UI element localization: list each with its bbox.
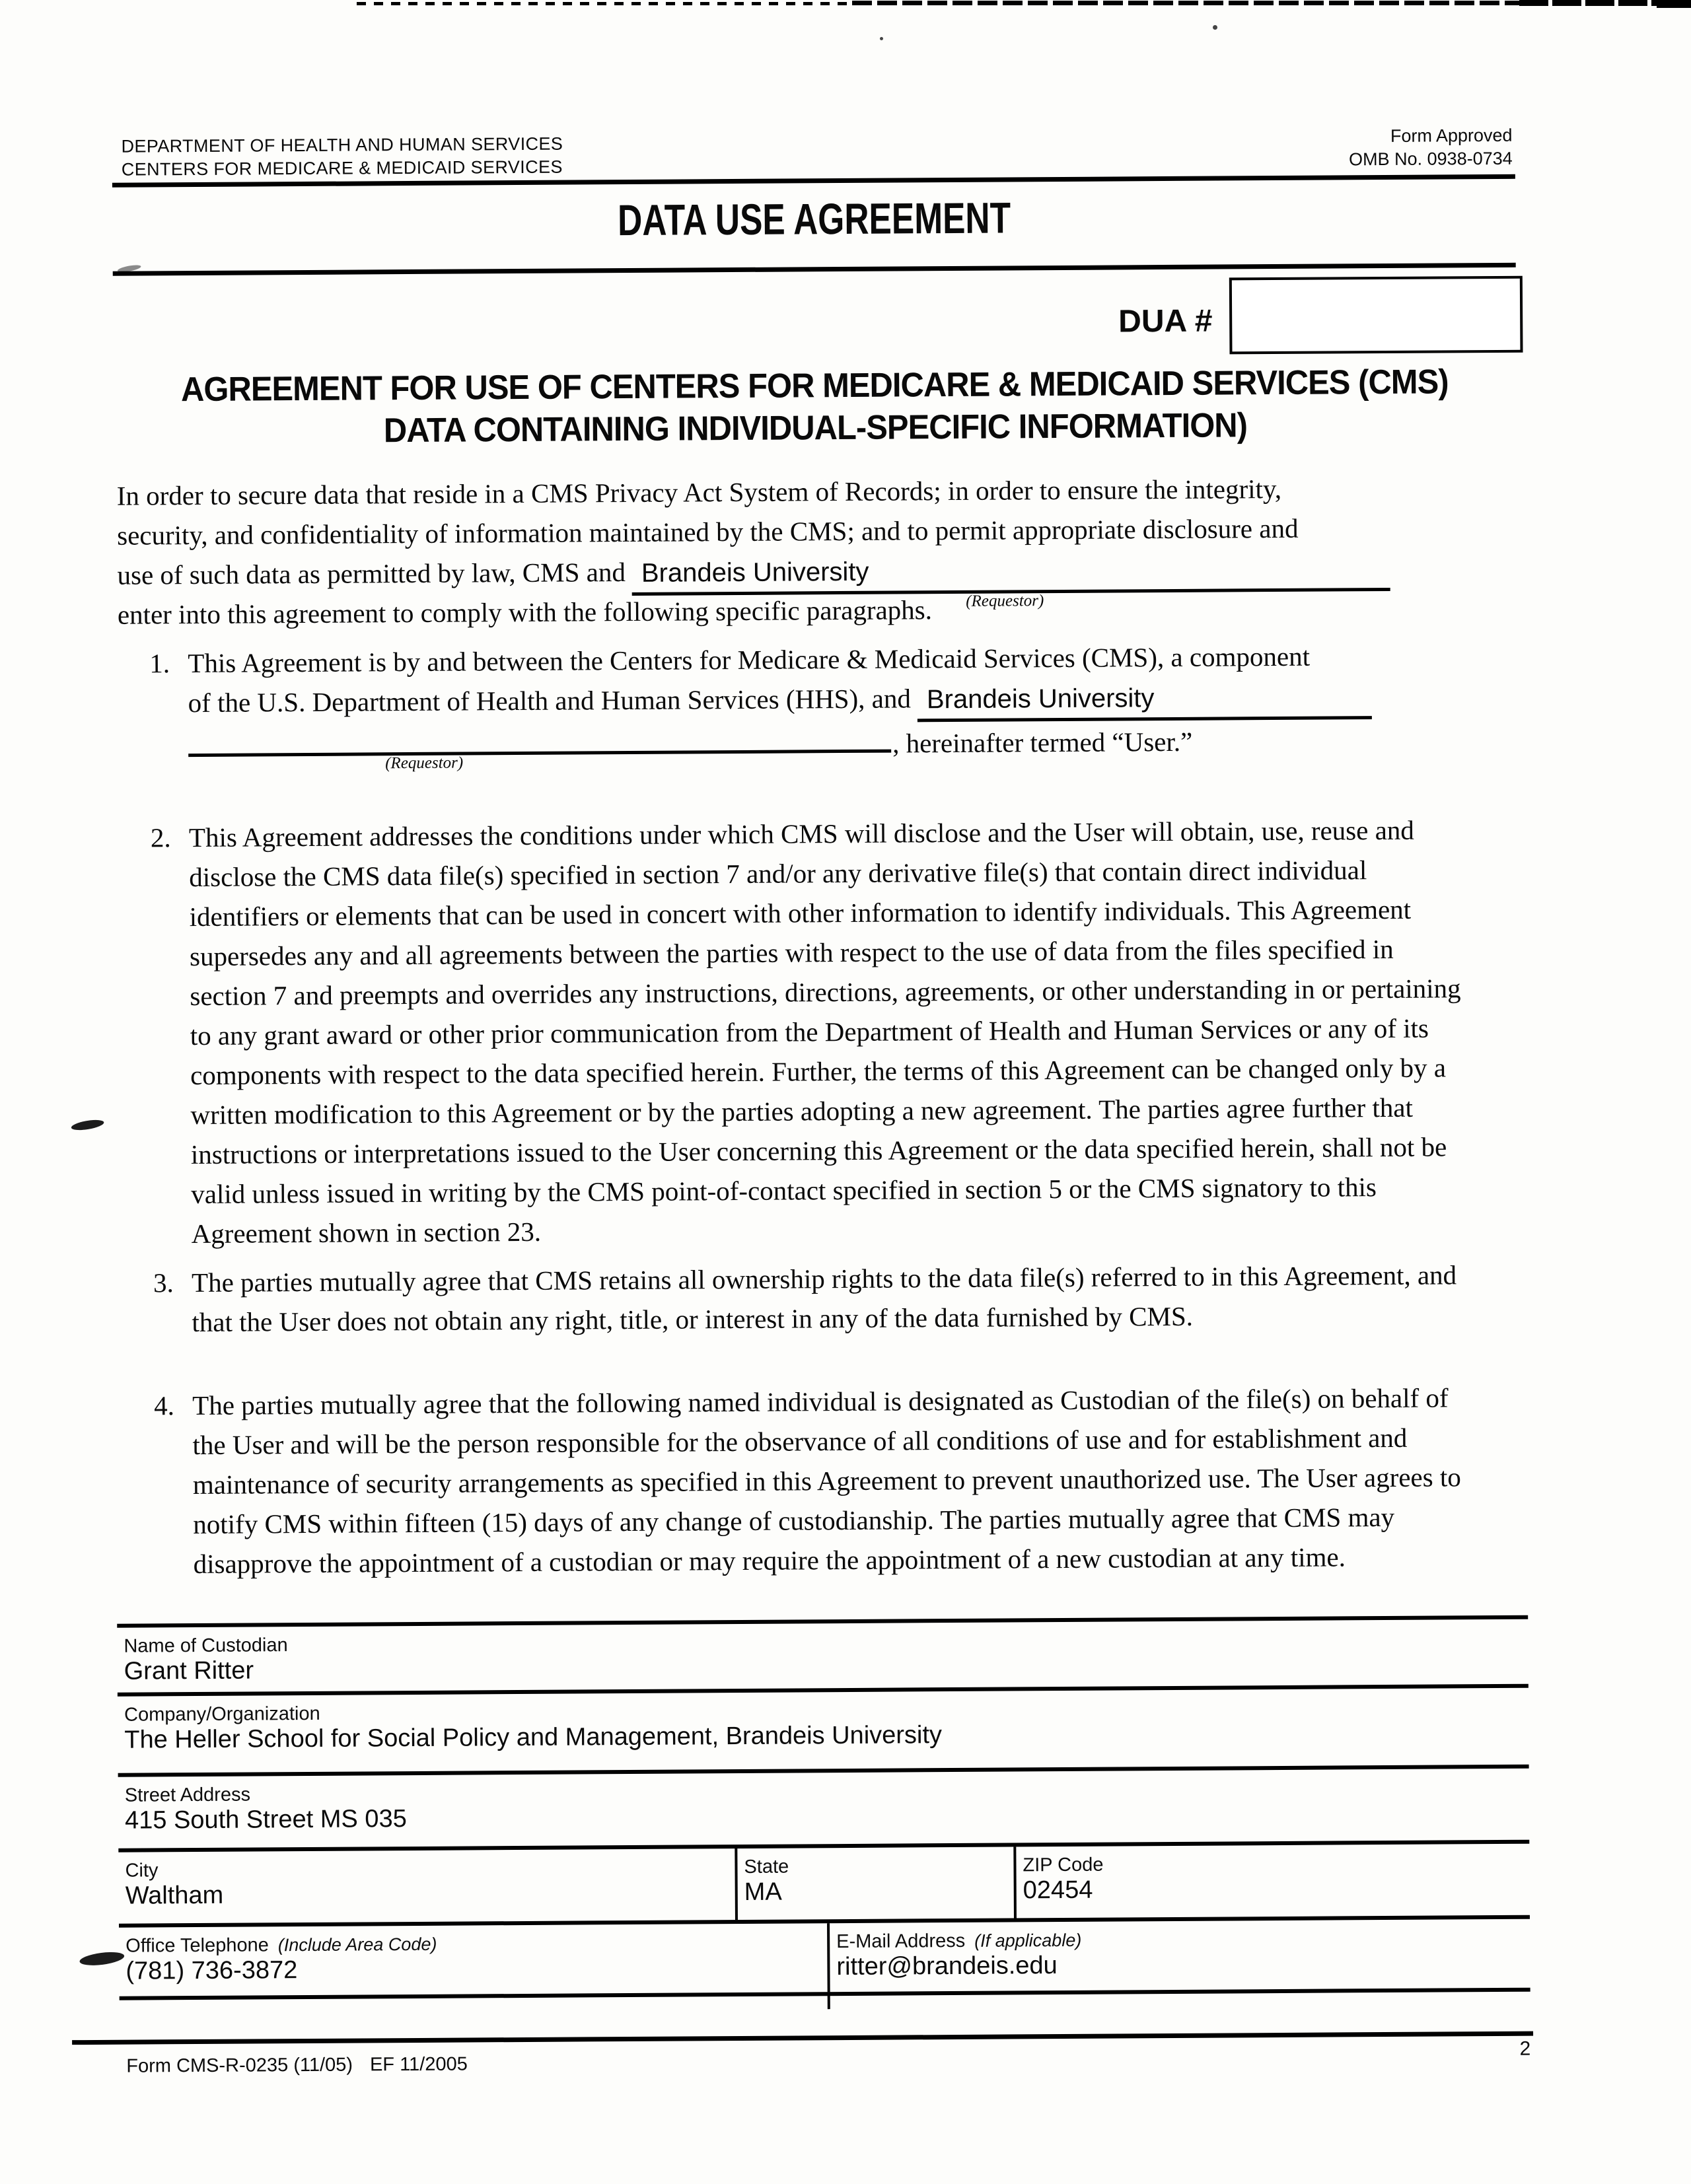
intro-line-1: In order to secure data that reside in a CMS Privacy Act System of Records; in order to ensure the integrity, [116,473,1282,511]
pen-mark [71,1118,104,1132]
footer-rule [72,2031,1533,2045]
field-value: Waltham [125,1881,224,1910]
agreement-item-4 [154,1378,1471,1584]
agreement-item-2 [150,810,1469,1253]
field-zip-code [1013,1844,1530,1919]
field-label: Name of Custodian [124,1635,288,1657]
field-value: The Heller School for Social Policy and Management, Brandeis University [124,1721,943,1754]
page-title [112,193,1515,245]
field-row-city-state-zip [118,1840,1530,1924]
field-label: ZIP Code [1023,1854,1104,1876]
requestor-caption: (Requestor) [385,754,464,773]
field-label: State [744,1856,789,1878]
item-number: 1. [149,648,170,679]
field-email-address [827,1919,1530,1992]
field-office-telephone [119,1923,828,1996]
item4-text: The parties mutually agree that the following named individual is designated as Custodian of the file(s) on behalf of the User and will be the person responsible for the observance of all conditions of use and for establishment and maintenance of security arrangements as specified in this Agreement to prevent unauthorized use. The User agrees to notify CMS within fifteen (15) days of any change of custodianship. The parties mutually agree that CMS may disapprove the appointment of a custodian or may require the appointment of a new custodian at any time. [192,1382,1461,1580]
item2-text: This Agreement addresses the conditions under which CMS will disclose and the User will obtain, use, reuse and disclose the CMS data file(s) specified in section 7 and/or any derivative file(s) that contain direct individual identifiers or elements that can be used in concert with other information to identify individuals. This Agreement supersedes any and all agreements between the parties with respect to the use of data from the files specified in section 7 and preempts and overrides any instructions, directions, agreements, or other understanding in or pertaining to any grant award or other prior communication from the Department of Health and Human Services or any of its components with respect to the data specified herein. Further, the terms of this Agreement can be changed only by a written modification to this Agreement or by the parties adopting a new agreement. The parties agree further that instructions or interpretations issued to the User concerning this Agreement or the data specified herein, shall not be valid unless issued in writing by the CMS point-of-contact specified in section 5 or the CMS signatory to this Agreement shown in section 23. [188,814,1461,1250]
field-value: ritter@brandeis.edu [836,1952,1058,1981]
requestor-value: Brandeis University [926,684,1155,715]
field-value: 02454 [1023,1876,1093,1905]
subtitle-line-1: AGREEMENT FOR USE OF CENTERS FOR MEDICARE & MEDICAID SERVICES (CMS) [181,363,1449,409]
dua-number-label: DUA # [1118,303,1213,339]
ef-date: EF 11/2005 [369,2053,468,2076]
field-label-note: (If applicable) [974,1930,1082,1951]
subtitle-line-2: DATA CONTAINING INDIVIDUAL-SPECIFIC INFORMATION) [383,406,1247,450]
intro-line-4: enter into this agreement to comply with the following specific paragraphs. [117,594,933,630]
custodian-fields [117,1615,1530,2000]
field-value: 415 South Street MS 035 [124,1805,407,1835]
item1-line-3 [188,720,1466,773]
field-label: Company/Organization [124,1703,320,1726]
requestor-blank [917,676,1372,722]
item1-line-3-text: , hereinafter termed “User.” [892,726,1193,759]
intro-paragraph [117,468,1391,635]
form-approved-label: Form Approved [1390,125,1513,146]
agreement-subtitle [114,361,1517,454]
item-number: 4. [154,1390,175,1421]
item1-line-1: This Agreement is by and between the Centers for Medicare & Medicaid Services (CMS), a component [188,641,1311,679]
form-approved-block [1349,124,1513,172]
agency-line-1: DEPARTMENT OF HEALTH AND HUMAN SERVICES [121,133,563,157]
field-label: Street Address [124,1784,251,1806]
dua-number-box [1229,276,1523,355]
field-row-phone-email [119,1915,1530,2000]
item-number: 2. [150,822,171,853]
requestor-blank-empty [188,750,891,773]
page-number: 2 [1519,2037,1531,2060]
form-number: Form CMS-R-0235 (11/05) [126,2054,353,2077]
pen-mark [79,1950,125,1968]
agreement-item-3 [153,1255,1470,1342]
requestor-value: Brandeis University [641,557,869,588]
intro-line-3 [117,547,1390,610]
item1-line-2 [188,675,1466,722]
intro-line-3-text: use of such data as permitted by law, CMS and [117,557,626,590]
field-label: City [125,1860,159,1882]
field-name-of-custodian [117,1615,1529,1693]
field-city [118,1849,735,1924]
requestor-caption: (Requestor) [966,592,1044,610]
horizontal-rule [113,263,1516,276]
field-company-organization [118,1684,1529,1773]
intro-line-2: security, and confidentiality of information maintained by the CMS; and to permit appropriate disclosure and [117,512,1299,551]
item3-text: The parties mutually agree that CMS retains all ownership rights to the data file(s) referred to in this Agreement, and that the User does not obtain any right, title, or interest in any of the data furnished by CMS. [191,1259,1457,1338]
agency-header [121,133,563,182]
field-state [735,1847,1014,1920]
page-title-text: DATA USE AGREEMENT [617,193,1011,245]
agency-line-2: CENTERS FOR MEDICARE & MEDICAID SERVICES [121,157,563,180]
field-value: (781) 736-3872 [126,1956,298,1985]
item-number: 3. [153,1267,174,1298]
field-label: Office Telephone (Include Area Code) [126,1934,437,1957]
scan-artifact-divider-tail [828,1992,830,2009]
field-value: MA [744,1878,782,1906]
omb-number: OMB No. 0938-0734 [1348,148,1513,170]
field-label: E-Mail Address (If applicable) [836,1930,1082,1953]
field-street-address [118,1765,1530,1849]
field-label-note: (Include Area Code) [277,1934,437,1955]
footer [126,2054,468,2078]
field-value: Grant Ritter [124,1656,254,1685]
agreement-item-1 [149,635,1466,773]
requestor-blank [632,547,1390,610]
item1-line-2-text: of the U.S. Department of Health and Human Services (HHS), and [188,683,912,719]
